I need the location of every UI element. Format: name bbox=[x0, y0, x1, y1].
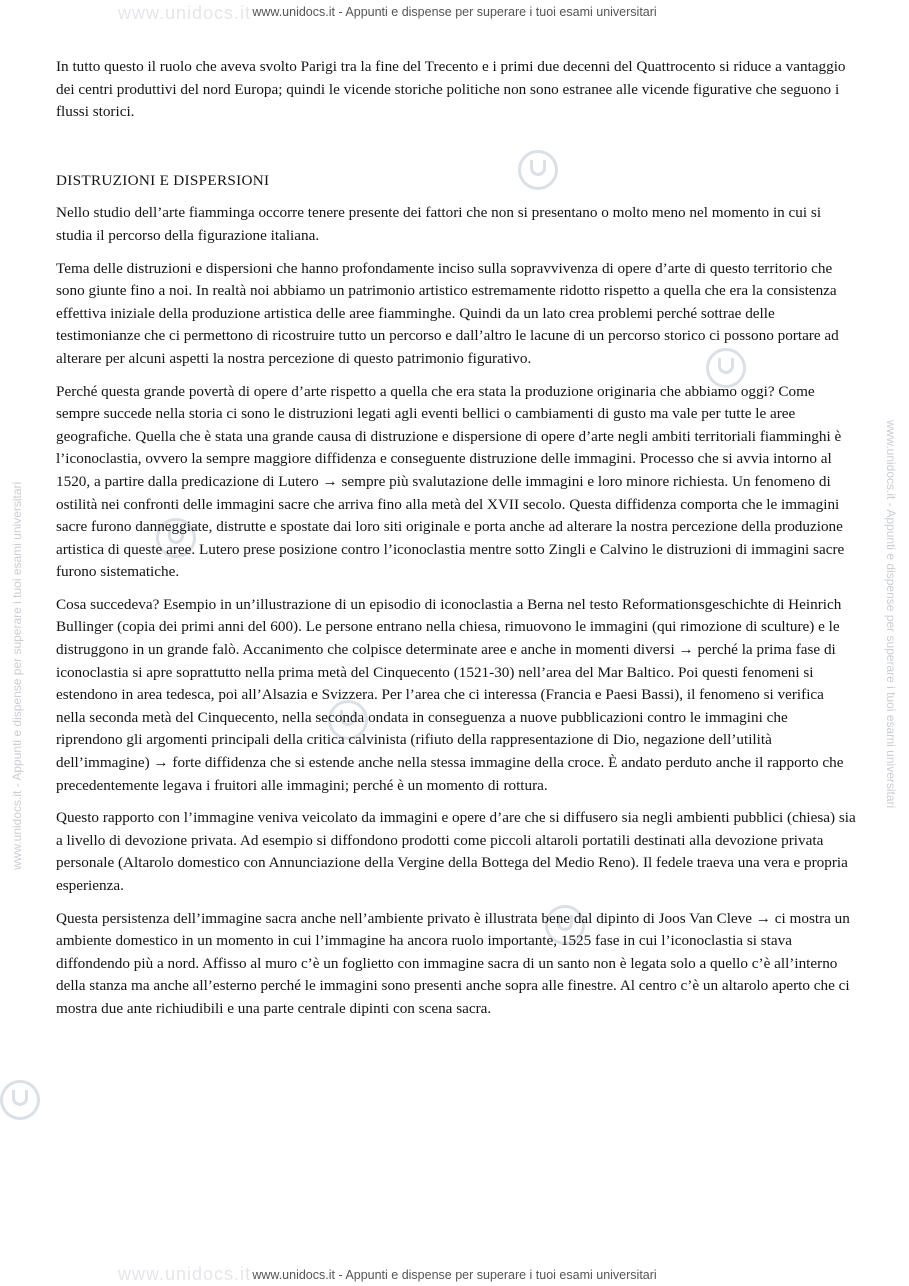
body-paragraph: Questa persistenza dell’immagine sacra anche nell’ambiente privato è illustrata bene dal dipinto di Joos Van Cleve → ci mostra un ambiente domestico in un momento in cui l’immagine ha ancora ruolo importante, 1525 fase in cui l’iconoclastia si stava diffondendo più a nord. Affisso al muro c’è un foglietto con immagine sacra di un santo non è legata solo a quello c’è all’interno della stanza ma anche all’esterno perché le immagini sono presenti anche sopra alle finestre. Al centro c’è un altarolo aperto che ci mostra due ante richiudibili e una parte centrale dipinti con scena sacra. bbox=[56, 909, 850, 1017]
document-body bbox=[56, 56, 856, 1031]
unidocs-logo-icon bbox=[0, 1080, 40, 1120]
intro-paragraph: In tutto questo il ruolo che aveva svolto Parigi tra la fine del Trecento e i primi due decenni del Quattrocento si riduce a vantaggio dei centri produttivi del nord Europa; quindi le vicende storiche politiche non sono estranee alle vicende figurative che seguono i flussi storici. bbox=[56, 58, 846, 121]
watermark-ghost-bottom: www.unidocs.it bbox=[118, 1264, 252, 1284]
footer-watermark: www.unidocs.it - Appunti e dispense per superare i tuoi esami universitari bbox=[252, 1268, 657, 1282]
section-heading: DISTRUZIONI E DISPERSIONI bbox=[56, 171, 270, 189]
left-side-watermark: www.unidocs.it - Appunti e dispense per superare i tuoi esami universitari bbox=[10, 481, 24, 870]
body-paragraph: Nello studio dell’arte fiamminga occorre tenere presente dei fattori che non si presentano o molto meno nel momento in cui si studia il percorso della figurazione italiana. bbox=[56, 204, 822, 244]
body-paragraph: Questo rapporto con l’immagine veniva veicolato da immagini e opere d’are che si diffusero sia negli ambienti pubblici (chiesa) sia a livello di devozione privata. Ad esempio si diffondono prodotti come piccoli altaroli portatili destinati alla devozione privata personale (Altarolo domestico con Annunciazione della Vergine della Bottega del Medio Reno). Il fedele traeva una vera e propria esperienza. bbox=[56, 809, 856, 894]
body-paragraph: Tema delle distruzioni e dispersioni che hanno profondamente inciso sulla sopravvivenza di opere d’arte di questo territorio che sono giunte fino a noi. In realtà noi abbiamo un patrimonio artistico estremamente ridotto rispetto a quella che era la consistenza effettiva iniziale della produzione artistica delle aree fiamminghe. Quindi da un lato crea problemi perché sottrae delle testimonianze che ci permettono di ricostruire tutto un percorso e dall’altro le lacune di un percorso storico ci possono portare ad alterare per alcuni aspetti la nostra percezione di questo patrimonio figurativo. bbox=[56, 259, 839, 367]
body-paragraph: Cosa succedeva? Esempio in un’illustrazione di un episodio di iconoclastia a Berna nel testo Reformationsgeschichte di Heinrich Bullinger (copia dei primi anni del 600). Le persone entrano nella chiesa, rimuovono le immagini (qui rimozione di sculture) e le distruggono in un grande falò. Accanimento che colpisce determinate aree e anche in momenti diversi → perché la prima fase di iconoclastia si apre soprattutto nella prima metà del Cinquecento (1521-30) nell’area del Mar Baltico. Poi questi fenomeni si estendono in area tedesca, poi all’Alsazia e Svizzera. Per l’area che ci interessa (Francia e Paesi Bassi), il fenomeno si verifica nella seconda metà del Cinquecento, nella seconda ondata in conseguenza a nuove pubblicazioni contro le immagini che riprendono gli argomenti principali della critica calvinista (rifiuto della rappresentazione di Dio, negazione dell’utilità dell’immagine) → forte diffidenza che si estende anche nella stessa immagine della croce. È andato perduto anche il rapporto che precedentemente legava i fruitori alle immagini; perché è un momento di rottura. bbox=[56, 595, 844, 794]
body-paragraph: Perché questa grande povertà di opere d’arte rispetto a quella che era stata la produzione originaria che abbiamo oggi? Come sempre succede nella storia ci sono le distruzioni legati agli eventi bellici o cambiamenti di gusto ma vale per tutte le aree geografiche. Quella che è stata una grande causa di distruzione e dispersione di opere d’arte negli ambiti territoriali fiamminghi è l’iconoclastia, ovvero la sempre maggiore diffidenza e conseguente distruzione delle immagini. Processo che si avvia intorno al 1520, a partire dalla predicazione di Lutero → sempre più svalutazione delle immagini e loro minore richiesta. Un fenomeno di ostilità nei confronti delle immagini sacre che arriva fino alla metà del XVII secolo. Questa diffidenza comporta che le immagini sacre furono danneggiate, distrutte e spostate dai loro siti originale e porta anche ad alterare la nostra percezione della produzione artistica di queste aree. Lutero prese posizione contro l’iconoclastia mentre sotto Zingli e Calvino le distruzioni di immagini sacre furono sistematiche. bbox=[56, 382, 845, 581]
right-side-watermark: www.unidocs.it - Appunti e dispense per superare i tuoi esami universitari bbox=[884, 420, 898, 809]
header-watermark: www.unidocs.it - Appunti e dispense per superare i tuoi esami universitari bbox=[252, 5, 657, 19]
watermark-ghost-top: www.unidocs.it bbox=[118, 3, 252, 23]
